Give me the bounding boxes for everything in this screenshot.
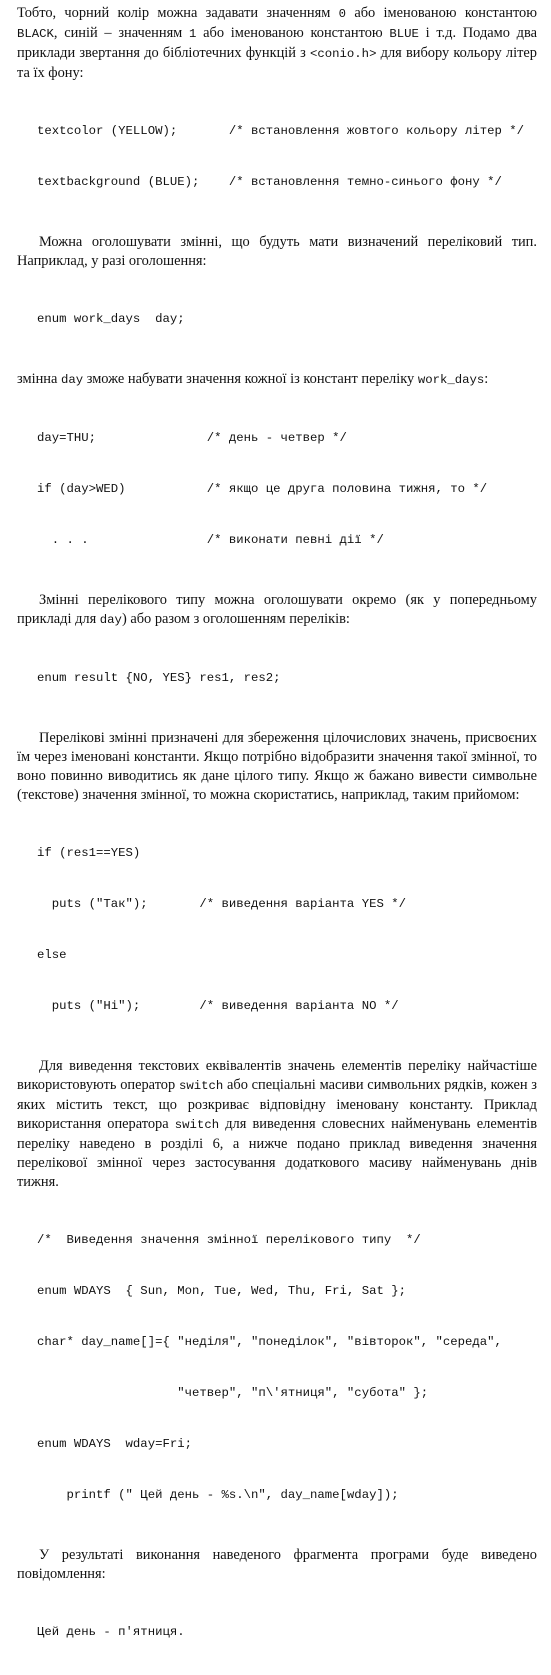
paragraph-6: Для виведення текстових еквівалентів значень елементів переліку найчастіше використовують оператор switch або спеціальні масиви символьних рядків, кожен з яких містить текст, що розкриває відповідну іменовану константу. Приклад використання оператора switch для виведення словесних найменувань елементів переліку наведено в розділі 6, а нижче подано приклад виведення значення перелікової змінної через застосування додаткового масиву найменувань днів тижня. [17, 1058, 537, 1190]
code-line: textbackground (BLUE); /* встановлення темно-синього фону */ [37, 175, 502, 189]
paragraph-7: У результаті виконання наведеного фрагмента програми буде виведено повідомлення: [17, 1547, 537, 1582]
code-line: textcolor (YELLOW); /* встановлення жовтого кольору літер */ [37, 124, 525, 138]
code-line: puts ("Ні"); /* виведення варіанта NO */ [37, 999, 399, 1013]
code-line: if (res1==YES) [37, 846, 141, 860]
code-line: day=THU; /* день - четвер */ [37, 431, 347, 445]
code-line: puts ("Так"); /* виведення варіанта YES */ [37, 897, 406, 911]
code-line: enum result {NO, YES} res1, res2; [37, 671, 281, 685]
code-block-day-check [37, 396, 537, 583]
code-block-day-names [37, 1198, 537, 1538]
code-line: Цей день - п'ятниця. [37, 1625, 185, 1639]
code-line: . . . /* виконати певні дії */ [37, 533, 384, 547]
code-line: /* Виведення значення змінної перелікового типу */ [37, 1233, 421, 1247]
code-block-enum-result [37, 636, 537, 721]
paragraph-5: Перелікові змінні призначені для збереження цілочислових значень, присвоєних їм через іменовані константи. Якщо потрібно відобразити значення такої змінної, то воно повинно виводитись як дане цілого типу. Якщо ж бажано вивести символьне (текстове) значення змінної, то можна скористатись, наприклад, таким прийомом: [17, 730, 537, 803]
code-block-output [37, 1590, 537, 1675]
code-line: "четвер", "п\'ятниця", "субота" }; [37, 1386, 429, 1400]
code-line: enum work_days day; [37, 312, 185, 326]
code-line: enum WDAYS wday=Fri; [37, 1437, 192, 1451]
code-line: if (day>WED) /* якщо це друга половина тижня, то */ [37, 482, 488, 496]
code-line: else [37, 948, 67, 962]
code-line: enum WDAYS { Sun, Mon, Tue, Wed, Thu, Fri, Sat }; [37, 1284, 406, 1298]
paragraph-1: Тобто, чорний колір можна задавати значенням 0 або іменованою константою BLACK, синій – значенням 1 або іменованою константою BLUE і т.д. Подамо два приклади звертання до бібліотечних функцій з <conio.h> для вибору кольору літер та їх фону: [17, 5, 537, 81]
paragraph-3: змінна day зможе набувати значення кожної із констант переліку work_days: [17, 371, 489, 387]
code-line: char* day_name[]={ "неділя", "понеділок", "вівторок", "середа", [37, 1335, 502, 1349]
code-block-puts [37, 811, 537, 1049]
paragraph-2: Можна оголошувати змінні, що будуть мати визначений переліковий тип. Наприклад, у разі оголошення: [17, 234, 537, 269]
code-line: printf (" Цей день - %s.\n", day_name[wday]); [37, 1488, 399, 1502]
code-block-declaration [37, 277, 537, 362]
code-block-colors [37, 89, 537, 225]
paragraph-4: Змінні перелікового типу можна оголошувати окремо (як у попередньому прикладі для day) або разом з оголошенням переліків: [17, 592, 537, 627]
